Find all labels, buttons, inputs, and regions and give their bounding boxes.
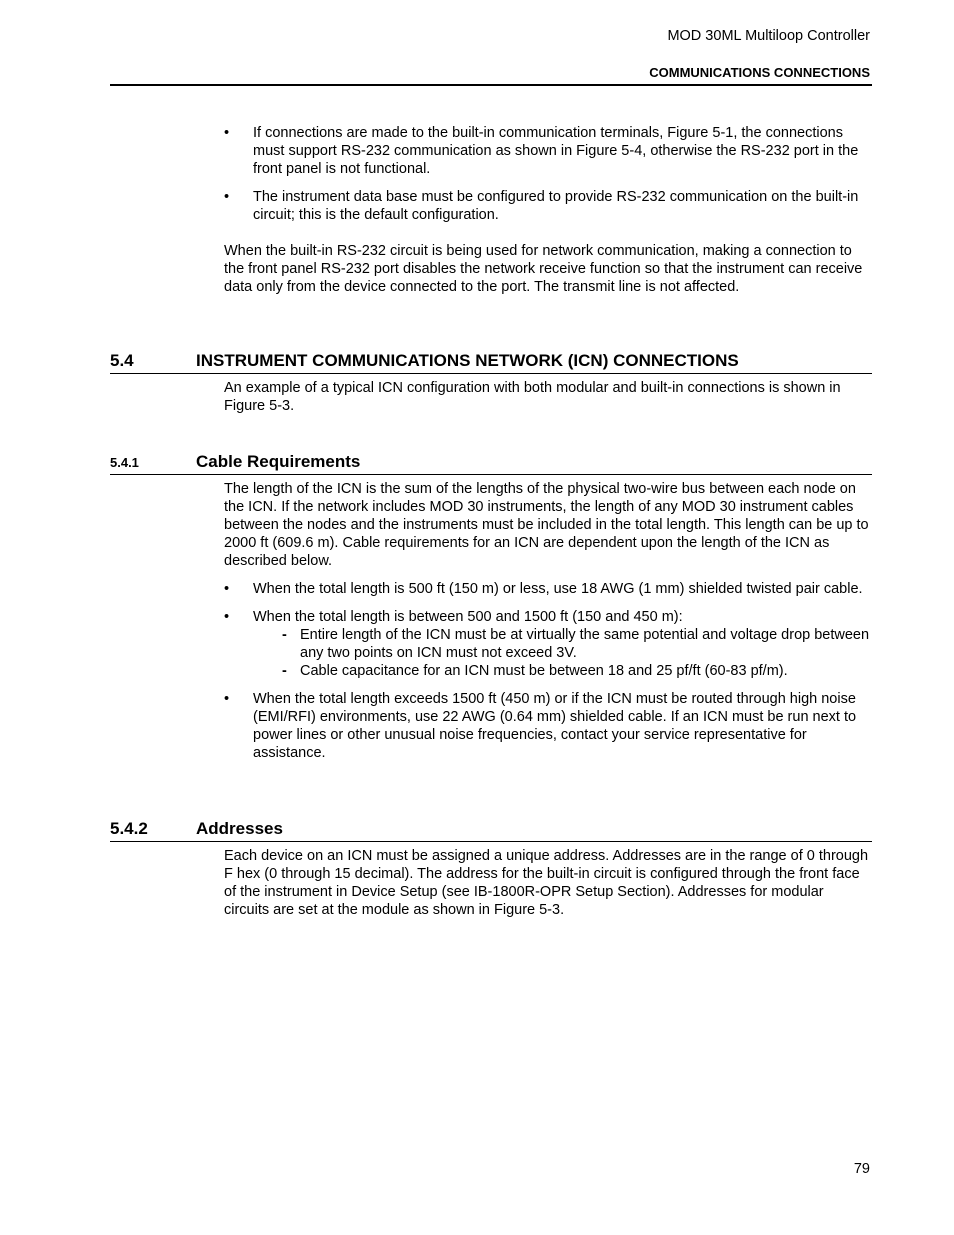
list-item: • When the total length is 500 ft (150 m) or less, use 18 AWG (1 mm) shielded twisted pair cable. bbox=[224, 581, 863, 597]
section-number: 5.4.2 bbox=[110, 819, 148, 838]
document-title: MOD 30ML Multiloop Controller bbox=[667, 28, 870, 44]
dash-icon: - bbox=[282, 627, 287, 643]
bullet-icon: • bbox=[224, 189, 230, 205]
bullet-icon: • bbox=[224, 125, 230, 141]
section-5-4-2-paragraph: Each device on an ICN must be assigned a unique address. Addresses are in the range of 0 through F hex (0 through 15 decimal). The address for the built-in circuit is configured through the front face of the instrument in Device Setup (see IB-1800R-OPR Setup Section). Addresses for modular circuits are set at the module as shown in Figure 5-3. bbox=[224, 848, 869, 918]
section-heading-5-4-2 bbox=[110, 819, 872, 842]
section-number: 5.4.1 bbox=[110, 455, 139, 470]
section-heading-5-4-1 bbox=[110, 452, 872, 475]
list-item: • The instrument data base must be configured to provide RS-232 communication on the built-in circuit; this is the default configuration. bbox=[224, 189, 859, 223]
section-number: 5.4 bbox=[110, 351, 134, 370]
intro-paragraph: When the built-in RS-232 circuit is being used for network communication, making a connection to the front panel RS-232 port disables the network receive function so that the instrument can receive data only from the device connected to the port. The transmit line is not affected. bbox=[224, 243, 863, 295]
cable-bullet-list bbox=[224, 580, 872, 772]
list-item: • When the total length exceeds 1500 ft (450 m) or if the ICN must be routed through high noise (EMI/RFI) environments, use 22 AWG (0.64 mm) shielded cable. If an ICN must be run next to power lines or other unusual noise frequencies, contact your service representative for assistance. bbox=[224, 691, 857, 761]
sub-list bbox=[253, 626, 872, 680]
section-5-4-1-paragraph: The length of the ICN is the sum of the lengths of the physical two-wire bus between each node on the ICN. If the network includes MOD 30 instruments, the length of any MOD 30 instrument cables between the nodes and the instruments must be included in the total length. This length can be up to 2000 ft (609.6 m). Cable requirements for an ICN are dependent upon the length of the ICN as described below. bbox=[224, 481, 869, 569]
list-item: • When the total length is between 500 and 1500 ft (150 and 450 m): - Entire length of the ICN must be at virtually the same potential and voltage drop between any two points on ICN must not exceed 3V. - Cable capacitance for an ICN must be between 18 and 25 pf/ft (60-83 pf/m). bbox=[224, 608, 872, 680]
section-title: INSTRUMENT COMMUNICATIONS NETWORK (ICN) CONNECTIONS bbox=[196, 351, 739, 370]
bullet-icon: • bbox=[224, 609, 230, 625]
running-section-title: COMMUNICATIONS CONNECTIONS bbox=[649, 65, 870, 80]
bullet-icon: • bbox=[224, 691, 230, 707]
sub-list-item: - Entire length of the ICN must be at virtually the same potential and voltage drop between any two points on ICN must not exceed 3V. bbox=[282, 627, 870, 661]
bullet-icon: • bbox=[224, 581, 230, 597]
sub-list-item: - Cable capacitance for an ICN must be between 18 and 25 pf/ft (60-83 pf/m). bbox=[282, 663, 788, 679]
section-title: Cable Requirements bbox=[196, 452, 361, 471]
section-title: Addresses bbox=[196, 819, 283, 838]
header-rule bbox=[110, 84, 872, 86]
intro-bullet-list bbox=[224, 124, 872, 234]
section-5-4-paragraph: An example of a typical ICN configuration with both modular and built-in connections is shown in Figure 5-3. bbox=[224, 380, 841, 414]
dash-icon: - bbox=[282, 663, 287, 679]
list-item: • If connections are made to the built-in communication terminals, Figure 5-1, the connections must support RS-232 communication as shown in Figure 5-4, otherwise the RS-232 port in the front panel is not functional. bbox=[224, 125, 859, 177]
page-number: 79 bbox=[853, 1161, 870, 1177]
section-heading-5-4 bbox=[110, 351, 872, 374]
